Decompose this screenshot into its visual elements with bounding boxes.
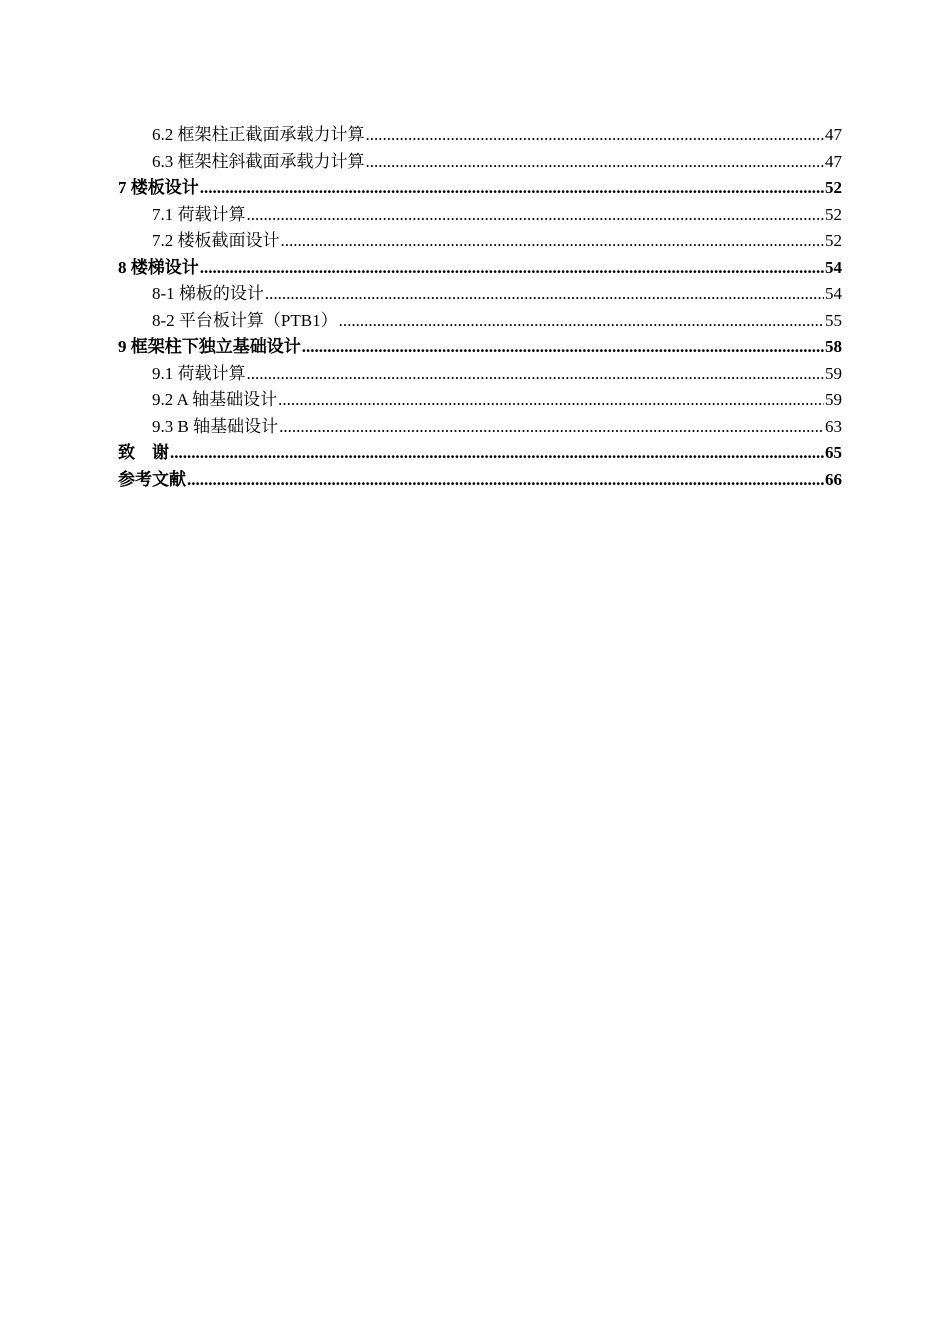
toc-entry-title: 9.1 荷载计算 <box>152 363 246 383</box>
toc-entry-title: 8-2 平台板计算（PTB1） <box>152 310 338 330</box>
toc-dot-leader <box>302 334 824 361</box>
toc-entry-7-2[interactable] <box>118 228 842 255</box>
toc-entry-page: 55 <box>825 310 842 330</box>
toc-dot-leader <box>265 281 824 308</box>
toc-dot-leader <box>366 122 825 149</box>
toc-entry-9-3[interactable] <box>118 414 842 441</box>
table-of-contents <box>118 122 842 493</box>
toc-dot-leader <box>339 308 824 335</box>
toc-entry-title: 6.2 框架柱正截面承载力计算 <box>152 125 365 144</box>
toc-entry-page: 52 <box>825 204 842 224</box>
toc-entry-title: 参考文献 <box>118 469 186 489</box>
toc-entry-8-1[interactable] <box>118 281 842 308</box>
toc-entry-6-2[interactable] <box>118 122 842 149</box>
toc-entry-page: 54 <box>825 284 842 303</box>
toc-dot-leader <box>247 202 825 229</box>
toc-entry-title: 9 框架柱下独立基础设计 <box>118 337 301 356</box>
toc-entry-8[interactable] <box>118 255 842 282</box>
toc-entry-8-2[interactable] <box>118 308 842 335</box>
toc-entry-9-2[interactable] <box>118 387 842 414</box>
toc-entry-9[interactable] <box>118 334 842 361</box>
toc-dot-leader <box>170 440 824 467</box>
toc-entry-title: 8-1 梯板的设计 <box>152 284 264 303</box>
toc-dot-leader <box>366 149 825 176</box>
toc-entry-page: 59 <box>825 390 842 409</box>
toc-dot-leader <box>187 467 824 494</box>
toc-entry-page: 54 <box>825 257 842 277</box>
toc-entry-page: 66 <box>825 469 842 489</box>
toc-dot-leader <box>200 175 824 202</box>
toc-entry-page: 52 <box>825 231 842 250</box>
toc-dot-leader <box>200 255 824 282</box>
toc-dot-leader <box>247 361 825 388</box>
toc-dot-leader <box>279 414 824 441</box>
toc-dot-leader <box>281 228 825 255</box>
toc-entry-page: 59 <box>825 363 842 383</box>
toc-entry-7[interactable] <box>118 175 842 202</box>
toc-entry-title: 6.3 框架柱斜截面承载力计算 <box>152 151 365 171</box>
toc-entry-title: 9.2 A 轴基础设计 <box>152 390 278 409</box>
toc-entry-page: 52 <box>825 178 842 197</box>
toc-entry-page: 47 <box>825 125 842 144</box>
toc-entry-title: 7.1 荷载计算 <box>152 204 246 224</box>
toc-entry-page: 63 <box>825 416 842 436</box>
toc-dot-leader <box>278 387 824 414</box>
toc-entry-title: 7.2 楼板截面设计 <box>152 231 280 250</box>
toc-entry-page: 65 <box>825 443 842 462</box>
toc-entry-title: 8 楼梯设计 <box>118 257 199 277</box>
toc-entry-page: 58 <box>825 337 842 356</box>
toc-entry-title: 7 楼板设计 <box>118 178 199 197</box>
toc-entry-7-1[interactable] <box>118 202 842 229</box>
toc-entry-acknowledgements[interactable] <box>118 440 842 467</box>
toc-entry-title: 致 谢 <box>118 443 169 462</box>
toc-entry-9-1[interactable] <box>118 361 842 388</box>
toc-entry-6-3[interactable] <box>118 149 842 176</box>
toc-entry-references[interactable] <box>118 467 842 494</box>
toc-entry-title: 9.3 B 轴基础设计 <box>152 416 279 436</box>
toc-entry-page: 47 <box>825 151 842 171</box>
